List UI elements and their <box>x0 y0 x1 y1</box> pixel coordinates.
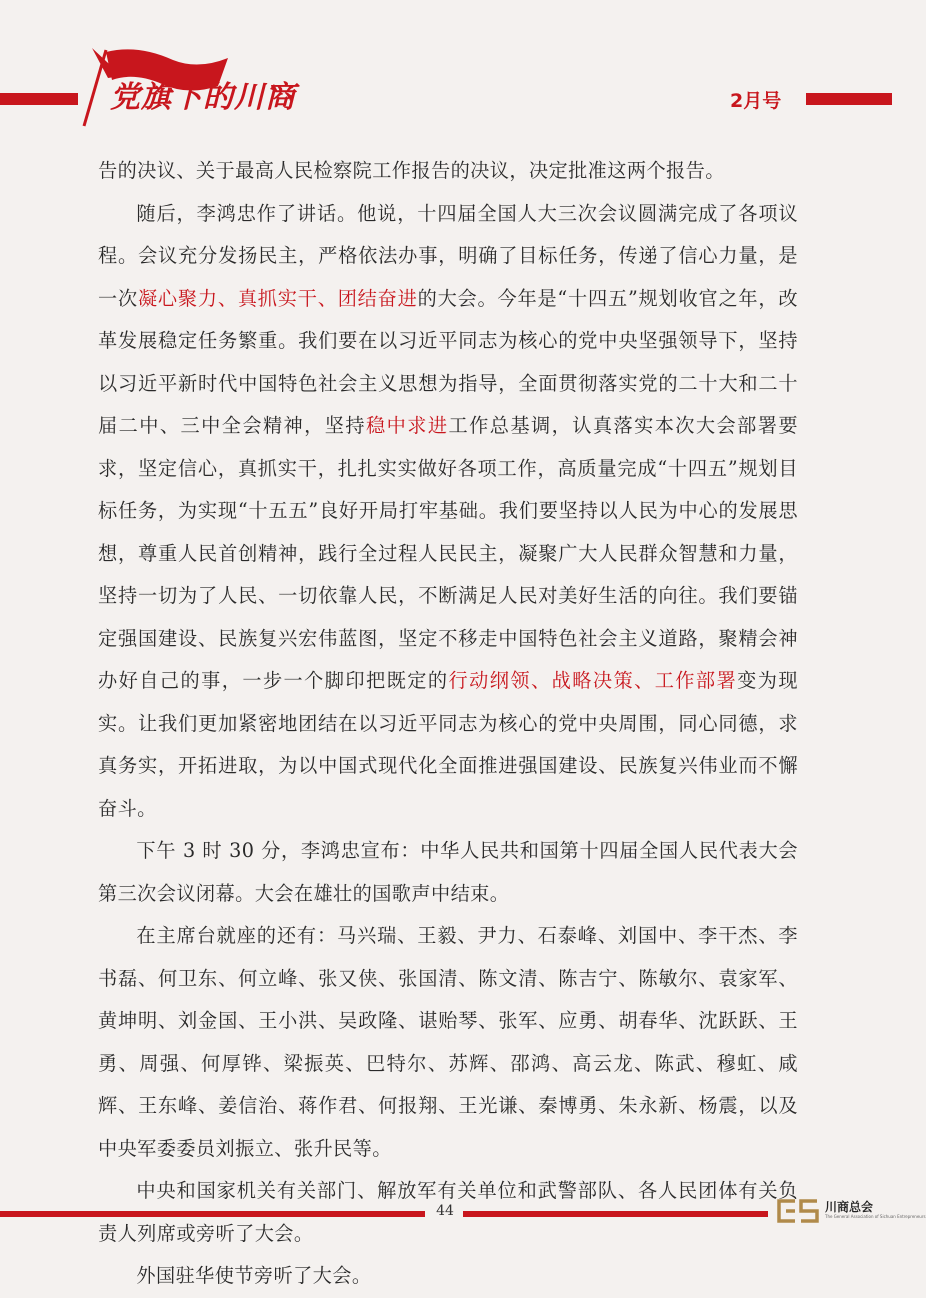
text-run: 的大会。今年是“十四五”规划收官之年，改革发展稳定任务繁重。我们要在以习近平同志为核心的党中央坚强领导下，坚持以习近平新时代中国特色社会主义思想为指导，全面贯彻落实党的二十大和二十届二中、三中全会精神，坚持 <box>98 286 798 437</box>
paragraph <box>98 1255 798 1298</box>
text-run: 变为现实。让我们更加紧密地团结在以习近平同志为核心的党中央周围，同心同德，求真务实，开拓进取，为以中国式现代化全面推进强国建设、民族复兴伟业而不懈奋斗。 <box>98 669 798 820</box>
text-run: 在主席台就座的还有：马兴瑞、王毅、尹力、石泰峰、刘国中、李干杰、李书磊、何卫东、何立峰、张又侠、张国清、陈文清、陈吉宁、陈敏尔、袁家军、黄坤明、刘金国、王小洪、吴政隆、谌贻琴、张军、应勇、胡春华、沈跃跃、王勇、周强、何厚铧、梁振英、巴特尔、苏辉、邵鸿、高云龙、陈武、穆虹、咸辉、王东峰、姜信治、蒋作君、何报翔、王光谦、秦博勇、朱永新、杨震，以及中央军委委员刘振立、张升民等。 <box>98 924 798 1160</box>
paragraph <box>98 193 798 831</box>
magazine-logo <box>78 40 308 128</box>
association-subtitle: The General Association of Sichuan Entrepreneurs <box>825 1214 926 1219</box>
text-run: 告的决议、关于最高人民检察院工作报告的决议，决定批准这两个报告。 <box>98 159 725 182</box>
highlighted-phrase: 行动纲领、战略决策、工作部署 <box>448 669 738 692</box>
paragraph <box>98 915 798 1170</box>
issue-label: 2月号 <box>730 90 782 112</box>
text-run: 中央和国家机关有关部门、解放军有关单位和武警部队、各人民团体有关负责人列席或旁听了大会。 <box>98 1179 798 1245</box>
article-body <box>98 150 798 1298</box>
text-run: 随后，李鸿忠作了讲话。他说，十四届全国人大三次会议圆满完成了各项议程。会议充分发扬民主，严格依法办事，明确了目标任务，传递了信心力量，是一次 <box>98 201 798 310</box>
association-emblem-icon <box>775 1198 821 1224</box>
association-logo <box>775 1196 926 1226</box>
footer-rule-left <box>0 1211 425 1217</box>
footer-rule-right <box>463 1211 768 1217</box>
paragraph <box>98 150 798 193</box>
text-run: 工作总基调，认真落实本次大会部署要求，坚定信心，真抓实干，扎扎实实做好各项工作，高质量完成“十四五”规划目标任务，为实现“十五五”良好开局打牢基础。我们要坚持以人民为中心的发展思想，尊重人民首创精神，践行全过程人民民主，凝聚广大人民群众智慧和力量，坚持一切为了人民、一切依靠人民，不断满足人民对美好生活的向往。我们要锚定强国建设、民族复兴宏伟蓝图，坚定不移走中国特色社会主义道路，聚精会神办好自己的事，一步一个脚印把既定的 <box>98 414 798 692</box>
text-run: 外国驻华使节旁听了大会。 <box>136 1264 372 1287</box>
logo-title: 党旗下的川商 <box>110 80 296 115</box>
text-run: 下午 3 时 30 分，李鸿忠宣布：中华人民共和国第十四届全国人民代表大会第三次会议闭幕。大会在雄壮的国歌声中结束。 <box>98 839 798 905</box>
highlighted-phrase: 稳中求进 <box>366 414 449 437</box>
header-rule-right <box>806 93 892 105</box>
association-name: 川商总会 <box>825 1200 874 1214</box>
page-number: 44 <box>436 1203 454 1219</box>
highlighted-phrase: 凝心聚力、真抓实干、团结奋进 <box>137 286 418 310</box>
header-rule-left <box>0 93 78 105</box>
paragraph <box>98 830 798 915</box>
